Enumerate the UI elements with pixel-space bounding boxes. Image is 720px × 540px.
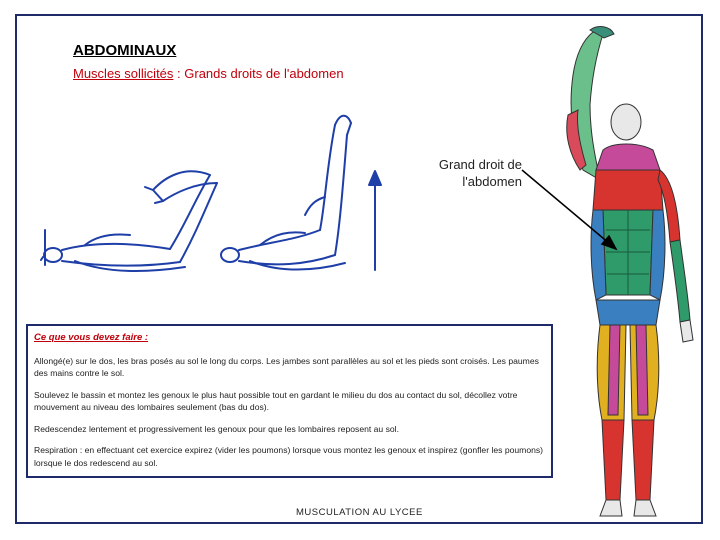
muscles-label: Muscles sollicités (73, 66, 174, 81)
callout-label (420, 156, 522, 190)
instruction-paragraph: Soulevez le bassin et montez les genoux le plus haut possible tout en gardant le milieu du dos au contact du sol, décollez votre mouvement au niveau des lombaires seulement (bas du dos). (34, 389, 518, 412)
page-title: ABDOMINAUX (73, 42, 177, 59)
muscles-line (73, 66, 344, 81)
instructions-heading: Ce que vous devez faire : (34, 332, 149, 343)
callout-line-1: Grand droit de (438, 157, 522, 172)
exercise-illustration (35, 105, 395, 280)
muscles-value: : Grands droits de l'abdomen (173, 66, 344, 81)
instructions-box (26, 324, 553, 478)
muscle-anatomy-figure (528, 20, 708, 525)
footer-text: MUSCULATION AU LYCEE (296, 507, 423, 518)
callout-arrow (520, 168, 620, 253)
instruction-paragraph: Redescendez lentement et progressivement les genoux pour que les lombaires reposent au sol. (34, 423, 399, 434)
instruction-paragraph: Allongé(e) sur le dos, les bras posés au sol le long du corps. Les jambes sont parallèles au sol et les pieds sont croisés. Les paumes des mains contre le sol. (34, 355, 539, 378)
instruction-paragraph: Respiration : en effectuant cet exercice expirez (vider les poumons) lorsque vous montez les genoux et inspirez (gonfler les poumons) lorsque le dos redescend au sol. (34, 445, 544, 468)
callout-line-2: l'abdomen (462, 174, 522, 189)
